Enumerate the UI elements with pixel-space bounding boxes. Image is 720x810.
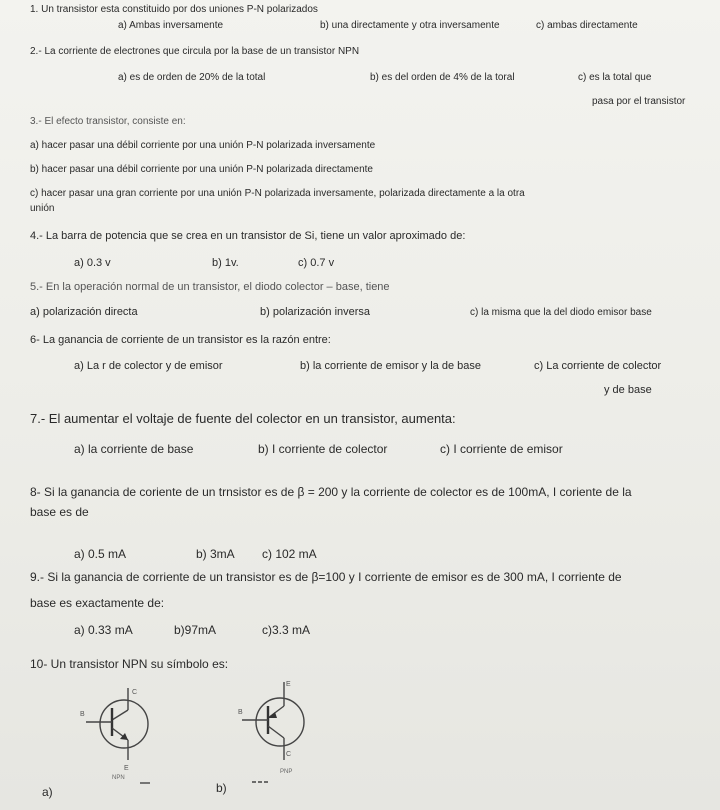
q1-option-b: b) una directamente y otra inversamente [320, 20, 500, 31]
npn-label-c: C [132, 689, 138, 696]
q2-stem: 2.- La corriente de electrones que circula por la base de un transistor NPN [30, 46, 360, 57]
pnp-transistor-symbol [228, 676, 328, 788]
q10-option-a: a) [42, 785, 53, 799]
q6-option-c-line1: c) La corriente de colector [534, 360, 662, 372]
q8-stem-line2: base es de [30, 505, 89, 519]
q3-stem: 3.- El efecto transistor, consiste en: [30, 116, 186, 127]
q2-option-c-line2: pasa por el transistor [592, 96, 686, 107]
q7-option-c: c) I corriente de emisor [440, 442, 563, 456]
q10-stem: 10- Un transistor NPN su símbolo es: [30, 657, 229, 671]
q3-option-c-line1: c) hacer pasar una gran corriente por una unión P-N polarizada inversamente, polarizada directamente a la otra [30, 188, 525, 199]
q3-option-a: a) hacer pasar una débil corriente por una unión P-N polarizada inversamente [30, 140, 376, 151]
pnp-label-e: E [286, 681, 291, 688]
q1-option-a: a) Ambas inversamente [118, 20, 224, 31]
q8-option-b: b) 3mA [196, 547, 235, 561]
q2-option-a: a) es de orden de 20% de la total [118, 72, 266, 83]
pnp-caption: PNP [280, 769, 293, 775]
npn-envelope-circle [100, 700, 148, 748]
q4-option-b: b) 1v. [212, 257, 239, 269]
q4-option-a: a) 0.3 v [74, 257, 111, 269]
q6-option-b: b) la corriente de emisor y la de base [300, 360, 481, 372]
q2-option-b: b) es del orden de 4% de la toral [370, 72, 515, 83]
npn-transistor-symbol [72, 680, 172, 790]
q4-option-c: c) 0.7 v [298, 257, 335, 269]
npn-label-b: B [80, 711, 85, 718]
pnp-envelope-circle [256, 698, 304, 746]
q9-option-c: c)3.3 mA [262, 623, 311, 637]
q7-option-a: a) la corriente de base [74, 442, 194, 456]
q8-stem-line1: 8- Si la ganancia de coriente de un trnsistor es de β = 200 y la corriente de colector es de 100mA, I coriente de la [30, 485, 632, 499]
pnp-label-b: B [238, 709, 243, 716]
q3-option-c-line2: unión [30, 203, 55, 214]
npn-caption: NPN [112, 775, 125, 781]
pnp-collector-arm [268, 726, 284, 738]
q6-option-c-line2: y de base [604, 384, 652, 396]
q4-stem: 4.- La barra de potencia que se crea en un transistor de Si, tiene un valor aproximado de: [30, 230, 466, 242]
q5-option-c: c) la misma que la del diodo emisor base [470, 307, 652, 318]
q5-option-a: a) polarización directa [30, 306, 138, 318]
q5-option-b: b) polarización inversa [260, 306, 371, 318]
q8-option-c: c) 102 mA [262, 547, 317, 561]
q3-option-b: b) hacer pasar una débil corriente por una unión P-N polarizada directamente [30, 164, 373, 175]
q9-stem-line1: 9.- Si la ganancia de corriente de un transistor es de β=100 y I corriente de emisor es de 300 mA, I corriente de [30, 570, 622, 584]
q1-option-c: c) ambas directamente [536, 20, 638, 31]
q7-stem: 7.- El aumentar el voltaje de fuente del colector en un transistor, aumenta: [30, 411, 456, 426]
npn-label-e: E [124, 765, 129, 772]
q6-stem: 6- La ganancia de corriente de un transistor es la razón entre: [30, 334, 331, 346]
q9-option-b: b)97mA [174, 623, 217, 637]
q10-option-b: b) [216, 781, 227, 795]
q7-option-b: b) I corriente de colector [258, 442, 388, 456]
pnp-label-c: C [286, 751, 292, 758]
q6-option-a: a) La r de colector y de emisor [74, 360, 223, 372]
q1-stem: 1. Un transistor esta constituido por dos uniones P-N polarizados [30, 4, 318, 15]
q8-option-a: a) 0.5 mA [74, 547, 127, 561]
npn-collector-arm [112, 710, 128, 720]
q2-option-c-line1: c) es la total que [578, 72, 652, 83]
q5-stem: 5.- En la operación normal de un transistor, el diodo colector – base, tiene [30, 281, 390, 293]
q9-option-a: a) 0.33 mA [74, 623, 133, 637]
q9-stem-line2: base es exactamente de: [30, 596, 165, 610]
